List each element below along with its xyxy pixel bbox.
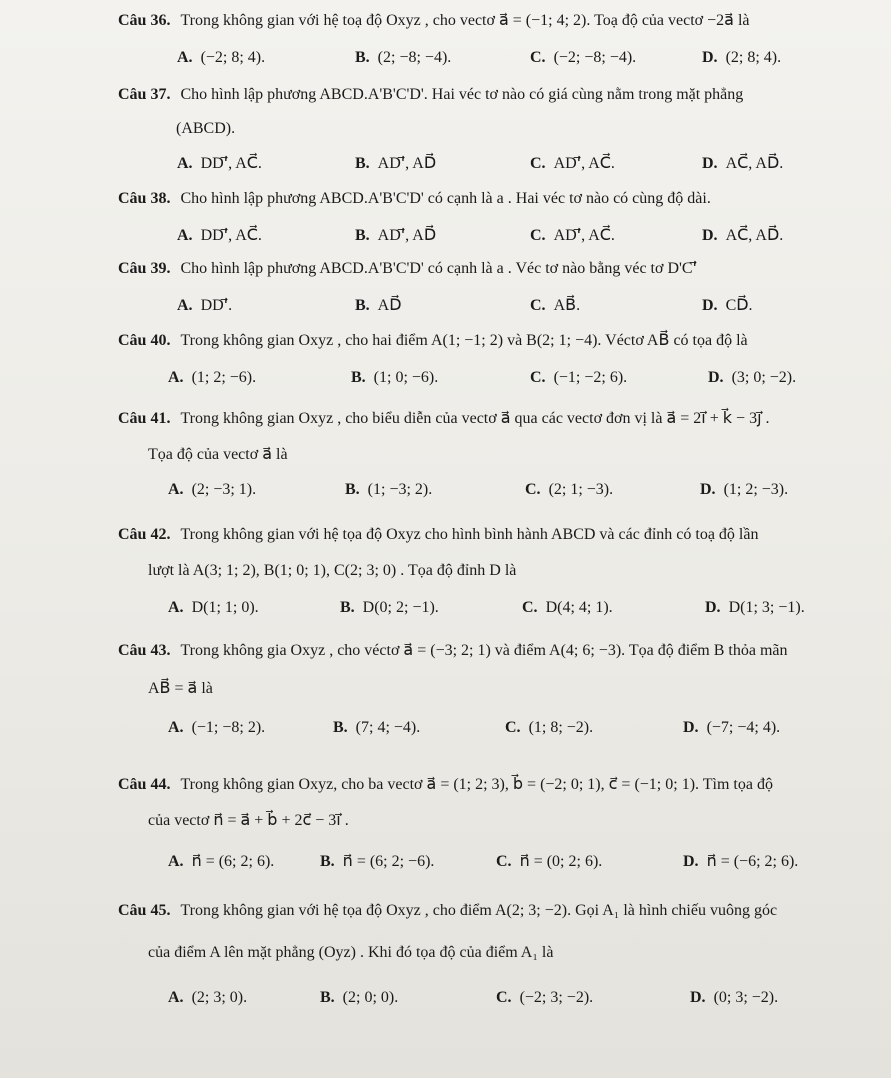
- question-stem: Trong không gia Oxyz , cho véctơ a⃗ = (−3; 2; 1) và điểm A(4; 6; −3). Tọa độ điểm B thỏa mãn: [180, 642, 788, 659]
- question-stem: Trong không gian với hệ toạ độ Oxyz , cho vectơ a⃗ = (−1; 4; 2). Toạ độ của vectơ −2a⃗ là: [180, 12, 750, 29]
- question-stem: Trong không gian Oxyz , cho hai điểm A(1; −1; 2) và B(2; 1; −4). Véctơ AB⃗ có tọa độ là: [180, 332, 748, 349]
- question-43: [0, 638, 891, 742]
- option-a[interactable]: A. (−1; −8; 2).: [168, 719, 266, 736]
- question-40: [0, 328, 891, 392]
- option-a[interactable]: A. DD'⃗, AC⃗.: [177, 227, 262, 244]
- option-c[interactable]: C. AD'⃗, AC⃗.: [530, 227, 615, 244]
- option-d[interactable]: D. (3; 0; −2).: [708, 369, 797, 386]
- question-number: Câu 37.: [118, 86, 171, 103]
- option-d[interactable]: D. (1; 2; −3).: [700, 481, 789, 498]
- question-number: Câu 39.: [118, 260, 171, 277]
- option-a[interactable]: A. (−2; 8; 4).: [177, 49, 266, 66]
- option-b[interactable]: B. AD'⃗, AD⃗: [355, 155, 437, 172]
- option-b[interactable]: B. (1; 0; −6).: [351, 369, 439, 386]
- question-38: [0, 186, 891, 250]
- question-stem: Trong không gian với hệ tọa độ Oxyz cho hình bình hành ABCD và các đỉnh có toạ độ lần: [180, 526, 759, 543]
- question-number: Câu 43.: [118, 642, 171, 659]
- option-c[interactable]: C. (−2; 3; −2).: [496, 989, 594, 1006]
- option-b[interactable]: B. AD'⃗, AD⃗: [355, 227, 437, 244]
- question-number: Câu 42.: [118, 526, 171, 543]
- question-stem: Trong không gian với hệ tọa độ Oxyz , cho điểm A(2; 3; −2). Gọi A₁ là hình chiếu vuông góc: [180, 902, 778, 919]
- question-42: [0, 522, 891, 622]
- question-37: [0, 82, 891, 178]
- option-b[interactable]: B. (2; 0; 0).: [320, 989, 399, 1006]
- option-b[interactable]: B. n⃗ = (6; 2; −6).: [320, 853, 435, 870]
- option-b[interactable]: B. (2; −8; −4).: [355, 49, 452, 66]
- question-number: Câu 36.: [118, 12, 171, 29]
- question-number: Câu 40.: [118, 332, 171, 349]
- question-36: [0, 8, 891, 72]
- question-stem-cont: của vectơ n⃗ = a⃗ + b⃗ + 2c⃗ − 3i⃗ .: [148, 812, 349, 829]
- question-44: [0, 772, 891, 876]
- question-stem-cont: của điểm A lên mặt phẳng (Oyz) . Khi đó tọa độ của điểm A₁ là: [148, 944, 554, 961]
- option-c[interactable]: C. AD'⃗, AC⃗.: [530, 155, 615, 172]
- option-b[interactable]: B. D(0; 2; −1).: [340, 599, 439, 616]
- question-stem: Cho hình lập phương ABCD.A'B'C'D' có cạnh là a . Véc tơ nào bằng véc tơ D'C'⃗: [180, 260, 697, 277]
- option-c[interactable]: C. (2; 1; −3).: [525, 481, 614, 498]
- option-a[interactable]: A. DD'⃗.: [177, 297, 233, 314]
- question-stem-cont: Tọa độ của vectơ a⃗ là: [148, 446, 288, 463]
- option-b[interactable]: B. (1; −3; 2).: [345, 481, 433, 498]
- option-d[interactable]: D. (−7; −4; 4).: [683, 719, 781, 736]
- option-c[interactable]: C. AB⃗.: [530, 297, 581, 314]
- option-d[interactable]: D. (0; 3; −2).: [690, 989, 779, 1006]
- option-c[interactable]: C. (−1; −2; 6).: [530, 369, 628, 386]
- option-a[interactable]: A. DD'⃗, AC⃗.: [177, 155, 262, 172]
- question-stem: Trong không gian Oxyz , cho biểu diễn của vectơ a⃗ qua các vectơ đơn vị là a⃗ = 2i⃗ + k⃗ − 3j⃗ .: [180, 410, 770, 427]
- option-d[interactable]: D. D(1; 3; −1).: [705, 599, 805, 616]
- option-d[interactable]: D. AC⃗, AD⃗.: [702, 227, 784, 244]
- option-a[interactable]: A. (1; 2; −6).: [168, 369, 257, 386]
- option-a[interactable]: A. (2; 3; 0).: [168, 989, 248, 1006]
- option-d[interactable]: D. n⃗ = (−6; 2; 6).: [683, 853, 799, 870]
- question-45: [0, 898, 891, 1012]
- option-b[interactable]: B. AD⃗: [355, 297, 402, 314]
- question-stem: Trong không gian Oxyz, cho ba vectơ a⃗ = (1; 2; 3), b⃗ = (−2; 0; 1), c⃗ = (−1; 0; 1). Tìm tọa độ: [180, 776, 773, 793]
- question-stem: Cho hình lập phương ABCD.A'B'C'D' có cạnh là a . Hai véc tơ nào có cùng độ dài.: [180, 190, 711, 207]
- question-stem-cont: (ABCD).: [176, 120, 236, 137]
- option-d[interactable]: D. CD⃗.: [702, 297, 753, 314]
- option-d[interactable]: D. (2; 8; 4).: [702, 49, 782, 66]
- question-number: Câu 45.: [118, 902, 171, 919]
- question-41: [0, 406, 891, 504]
- question-number: Câu 38.: [118, 190, 171, 207]
- option-c[interactable]: C. n⃗ = (0; 2; 6).: [496, 853, 603, 870]
- option-d[interactable]: D. AC⃗, AD⃗.: [702, 155, 784, 172]
- option-a[interactable]: A. n⃗ = (6; 2; 6).: [168, 853, 275, 870]
- option-c[interactable]: C. D(4; 4; 1).: [522, 599, 613, 616]
- question-number: Câu 41.: [118, 410, 171, 427]
- question-stem-cont: lượt là A(3; 1; 2), B(1; 0; 1), C(2; 3; 0) . Tọa độ đỉnh D là: [148, 562, 517, 579]
- question-stem-cont: AB⃗ = a⃗ là: [148, 680, 213, 697]
- question-number: Câu 44.: [118, 776, 171, 793]
- question-stem: Cho hình lập phương ABCD.A'B'C'D'. Hai véc tơ nào có giá cùng nằm trong mặt phẳng: [180, 86, 744, 103]
- option-c[interactable]: C. (1; 8; −2).: [505, 719, 594, 736]
- option-a[interactable]: A. D(1; 1; 0).: [168, 599, 259, 616]
- option-c[interactable]: C. (−2; −8; −4).: [530, 49, 637, 66]
- option-b[interactable]: B. (7; 4; −4).: [333, 719, 421, 736]
- option-a[interactable]: A. (2; −3; 1).: [168, 481, 257, 498]
- question-39: [0, 256, 891, 320]
